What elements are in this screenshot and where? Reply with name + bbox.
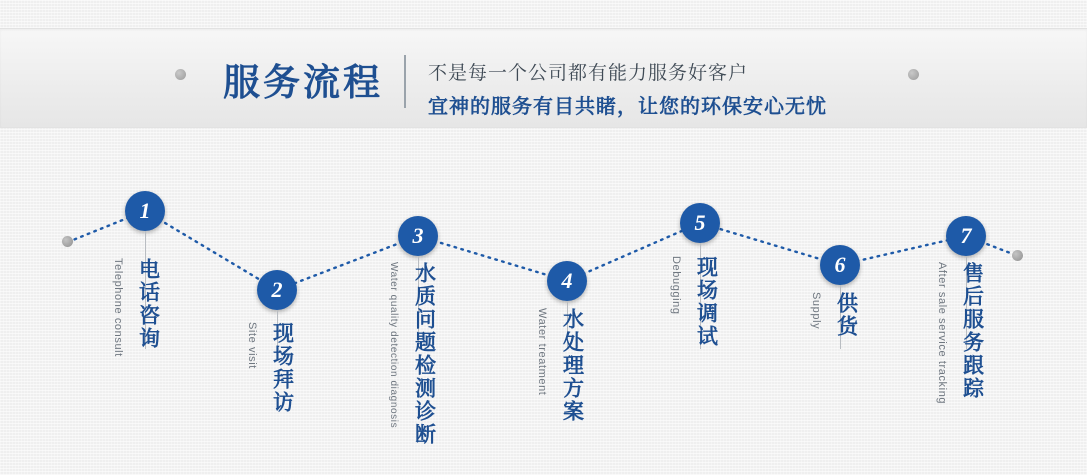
subtitle-line-2: 宜神的服务有目共睹，让您的环保安心无忧: [428, 94, 827, 118]
step-number-1: 1: [139, 198, 151, 223]
step-label-en-2: Site visit: [246, 322, 258, 369]
subtitle-line-1: 不是每一个公司都有能力服务好客户: [428, 62, 749, 84]
step-number-2: 2: [271, 277, 283, 302]
step-label-en-5: Debugging: [670, 256, 682, 315]
step-node-1[interactable]: [125, 191, 165, 231]
step-label-en-1: Telephone consult: [112, 258, 124, 357]
step-node-7[interactable]: [946, 216, 986, 256]
step-label-cn-2: 现场拜访: [270, 322, 295, 414]
step-label-en-4: Water treatment: [536, 308, 548, 396]
step-node-2[interactable]: [257, 270, 297, 310]
path-start-dot-icon: [62, 236, 73, 247]
step-number-3: 3: [412, 223, 424, 248]
step-number-7: 7: [960, 223, 972, 248]
step-node-3[interactable]: [398, 216, 438, 256]
step-label-cn-3: 水质问题检测诊断: [412, 262, 437, 446]
step-label-cn-4: 水处理方案: [560, 308, 585, 423]
step-label-en-3: Water quality detection diagnosis: [388, 262, 399, 429]
page-title: 服务流程: [223, 61, 383, 104]
step-label-en-7: After sale service tracking: [936, 262, 948, 405]
step-node-4[interactable]: [547, 261, 587, 301]
step-node-6[interactable]: [820, 245, 860, 285]
path-end-dot-icon: [1012, 250, 1023, 261]
step-label-cn-7: 售后服务跟踪: [960, 262, 985, 400]
step-label-cn-5: 现场调试: [694, 256, 719, 348]
step-label-cn-1: 电话咨询: [136, 258, 161, 350]
step-number-5: 5: [694, 210, 706, 235]
step-node-5[interactable]: [680, 203, 720, 243]
step-number-4: 4: [561, 268, 573, 293]
step-label-en-6: Supply: [810, 292, 822, 330]
step-label-cn-6: 供货: [834, 292, 859, 338]
title-divider: [404, 55, 406, 108]
decorative-dot-left-icon: [175, 69, 186, 80]
flow-path: [0, 126, 1087, 475]
decorative-dot-right-icon: [908, 69, 919, 80]
step-number-6: 6: [834, 252, 846, 277]
